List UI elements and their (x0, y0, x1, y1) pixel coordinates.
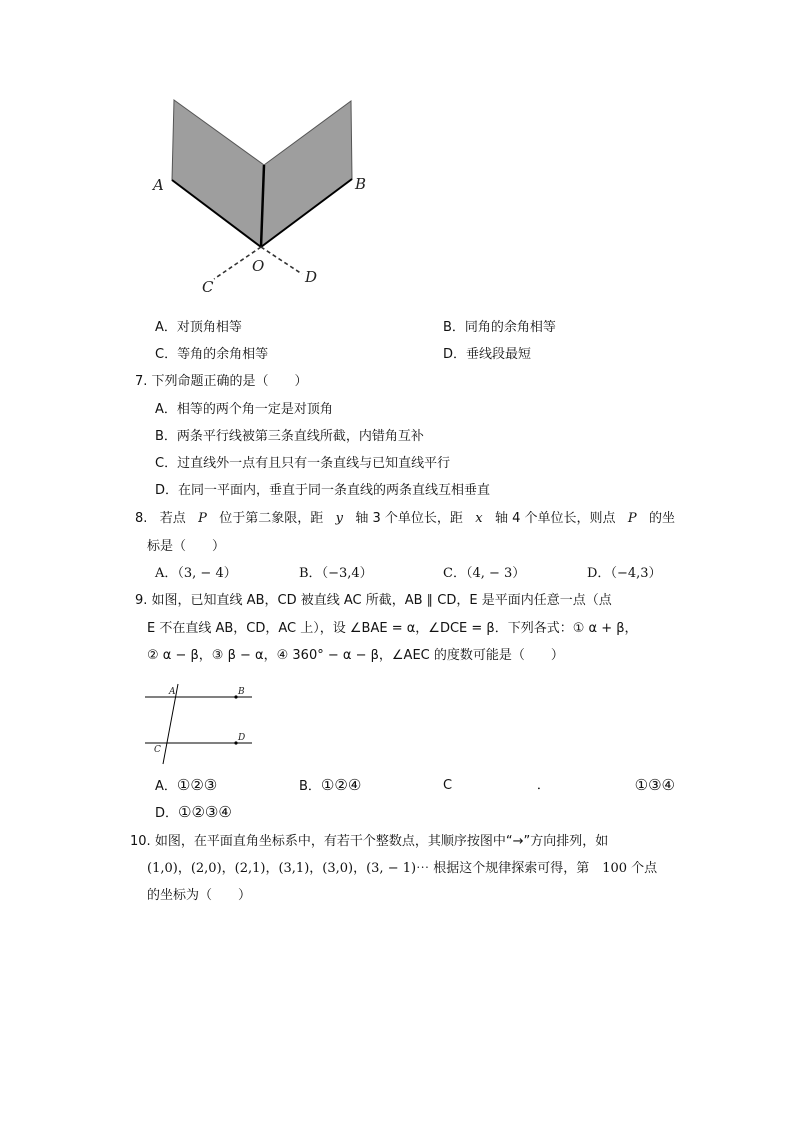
q9-stem-line2: E 不在直线 AB，CD，AC 上），设 ∠BAE = α，∠DCE = β．下列各式：① α + β， (147, 621, 638, 636)
option-letter: A． (155, 402, 177, 417)
q8-stem-line1 (135, 510, 675, 527)
option-text: （3, − 4） (177, 566, 237, 581)
text-seg: 若点 (159, 511, 186, 526)
option-letter: B． (299, 779, 321, 794)
question-text: 如图，已知直线 AB，CD 被直线 AC 所截，AB ∥ CD，E 是平面内任意一点（点 (151, 593, 612, 608)
option-text: ①②③④ (178, 803, 232, 821)
q6-option-c[interactable] (155, 346, 268, 363)
q10-stem-line1 (130, 833, 608, 850)
label-d: D (305, 268, 318, 286)
label-o: O (252, 257, 265, 275)
option-letter: B． (299, 566, 322, 581)
label-a: A (153, 176, 164, 194)
q8-option-a[interactable] (155, 565, 237, 582)
math-var: x (475, 511, 483, 526)
option-text: 过直线外一点有且只有一条直线与已知直线平行 (177, 456, 451, 471)
option-letter: C． (443, 566, 466, 581)
option-letter: D． (155, 483, 179, 498)
q6-option-d[interactable] (443, 346, 531, 363)
math-var: P (627, 511, 637, 526)
label-c: C (202, 278, 214, 296)
text-seg: 位于第二象限，距 (219, 511, 324, 526)
label-c: C (154, 745, 161, 755)
question-number: 9. (135, 593, 148, 608)
ray-od-dashed (261, 247, 302, 274)
option-text: 对顶角相等 (176, 320, 242, 335)
option-text: （−3,4） (321, 566, 373, 581)
question-number: 7. (135, 374, 148, 389)
option-letter: C． (155, 347, 178, 362)
option-letter: A． (155, 320, 177, 335)
parallel-lines-figure (140, 682, 260, 768)
option-text: 在同一平面内，垂直于同一条直线的两条直线互相垂直 (178, 483, 491, 498)
label-b: B (355, 175, 367, 193)
option-letter: C (443, 778, 453, 793)
option-text: 两条平行线被第三条直线所截，内错角互补 (176, 429, 424, 444)
option-letter: D． (587, 566, 611, 581)
q9-option-c[interactable] (443, 777, 675, 794)
option-text: ①②③ (176, 776, 218, 794)
option-text: 等角的余角相等 (177, 347, 269, 362)
q8-option-d[interactable] (587, 565, 662, 582)
left-panel (172, 100, 264, 247)
q7-option-a[interactable] (155, 401, 333, 418)
option-text: （−4,3） (610, 566, 662, 581)
q7-option-b[interactable] (155, 428, 424, 445)
option-text: （4, − 3） (465, 566, 526, 581)
q8-option-c[interactable] (443, 565, 525, 582)
option-text: ①③④ (634, 776, 675, 794)
text-seg: 轴 3 个单位长，距 (355, 511, 463, 526)
option-letter: A． (155, 779, 177, 794)
q7-stem (135, 373, 308, 390)
q8-stem-line2: 标是（ ） (147, 539, 226, 554)
label-d: D (238, 733, 246, 743)
q9-option-d[interactable] (155, 804, 232, 822)
label-b: B (238, 687, 245, 697)
right-panel (261, 101, 352, 247)
text-seg: 的坐 (648, 511, 675, 526)
q7-option-c[interactable] (155, 455, 450, 472)
q6-option-b[interactable] (443, 319, 556, 336)
q9-stem-line1 (135, 592, 612, 609)
option-letter: B． (155, 429, 177, 444)
option-text: 垂线段最短 (466, 347, 532, 362)
q10-stem-line2: (1,0)，(2,0)，(2,1)，(3,1)，(3,0)，(3, − 1)⋯ 根据这个规律探索可得，第 100 个点 (147, 861, 658, 876)
option-text: 同角的余角相等 (464, 320, 556, 335)
text-seg: 轴 4 个单位长，则点 (494, 511, 616, 526)
option-dot: ． (536, 778, 550, 793)
q10-stem-line3: 的坐标为（ ） (147, 888, 252, 903)
option-letter: A． (155, 566, 178, 581)
q9-stem-line3: ② α − β，③ β − α，④ 360° − α − β，∠AEC 的度数可能是（ ） (147, 648, 564, 663)
q9-option-b[interactable] (299, 777, 361, 795)
option-text: 相等的两个角一定是对顶角 (176, 402, 333, 417)
option-text: ①②④ (320, 776, 362, 794)
question-number: 10. (130, 834, 151, 849)
math-var: P (198, 511, 207, 526)
option-letter: B． (443, 320, 465, 335)
q8-option-b[interactable] (299, 565, 373, 582)
q7-option-d[interactable] (155, 482, 490, 499)
option-letter: D． (155, 806, 179, 821)
q9-option-a[interactable] (155, 777, 217, 795)
q6-option-a[interactable] (155, 319, 242, 336)
option-letter: D． (443, 347, 467, 362)
math-var: y (335, 511, 343, 526)
question-text: 下列命题正确的是（ ） (151, 374, 308, 389)
question-text: 如图，在平面直角坐标系中，有若干个整数点，其顺序按图中“→”方向排列，如 (154, 834, 609, 849)
question-number: 8. (135, 511, 148, 526)
option-letter: C． (155, 456, 178, 471)
label-a: A (169, 687, 176, 697)
fold-angle-figure (140, 92, 390, 307)
